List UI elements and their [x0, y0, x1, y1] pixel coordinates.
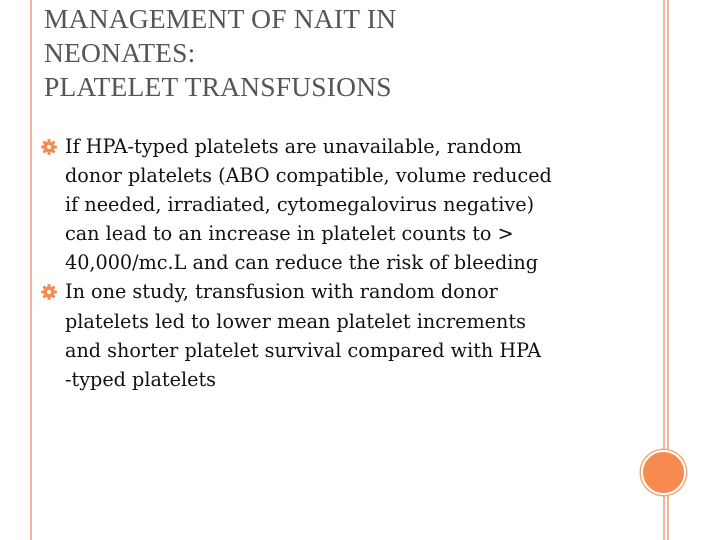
- bullet-text-line: donor platelets (ABO compatible, volume reduced: [65, 164, 552, 188]
- title-line: NEONATES:: [44, 37, 196, 68]
- bullet-text-line: If HPA-typed platelets are unavailable, random: [65, 135, 522, 158]
- gear-icon: [40, 138, 58, 156]
- bullet-text-line: and shorter platelet survival compared with HPA: [65, 338, 542, 362]
- bullet-item: [40, 277, 640, 393]
- left-frame-line: [30, 0, 32, 540]
- accent-circle: [641, 450, 686, 495]
- gear-icon: [40, 283, 58, 301]
- bullet-list: [40, 132, 640, 394]
- bullet-text-line: can lead to an increase in platelet counts to >: [65, 222, 514, 246]
- slide-title: [44, 2, 624, 104]
- bullet-item: [40, 132, 640, 277]
- bullet-text-line: 40,000/mc.L and can reduce the risk of bleeding: [65, 251, 539, 275]
- title-line: MANAGEMENT OF NAIT IN: [44, 3, 397, 34]
- bullet-text-line: -typed platelets: [65, 367, 217, 391]
- bullet-text-line: if needed, irradiated, cytomegalovirus negative): [65, 193, 535, 217]
- bullet-text-line: In one study, transfusion with random donor: [65, 280, 498, 304]
- title-line: PLATELET TRANSFUSIONS: [44, 71, 392, 102]
- bullet-text-line: platelets led to lower mean platelet increments: [65, 309, 526, 333]
